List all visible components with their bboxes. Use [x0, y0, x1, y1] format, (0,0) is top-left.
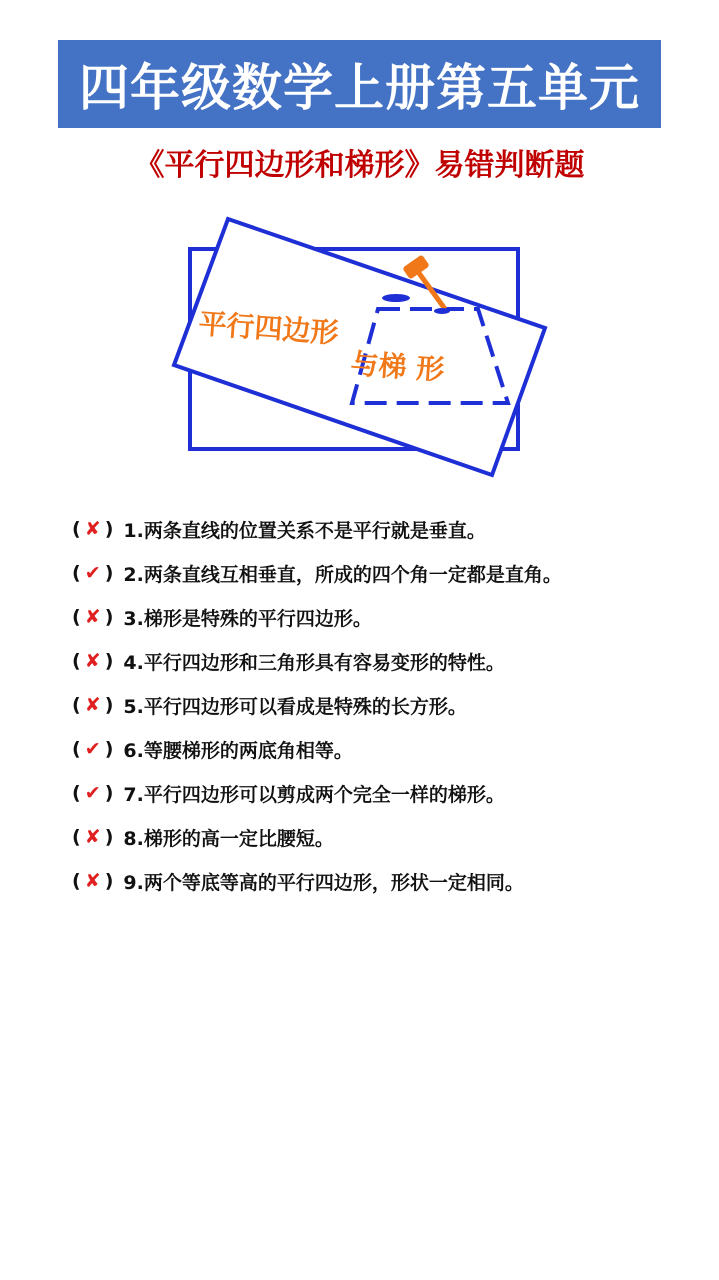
- question-text: 5.平行四边形可以看成是特殊的长方形。: [123, 695, 467, 718]
- close-paren: ): [104, 826, 114, 848]
- close-paren: ): [104, 782, 114, 804]
- title-banner: [58, 40, 661, 128]
- parallelogram-trapezoid-illustration: [160, 205, 560, 495]
- open-paren: (: [72, 782, 81, 804]
- illustration-label-2: 与梯 形: [349, 347, 446, 387]
- close-paren: ): [104, 606, 114, 628]
- close-paren: ): [104, 518, 114, 540]
- list-item: [72, 771, 692, 815]
- check-icon: ✔: [84, 782, 101, 804]
- illustration-label-1: 平行四边形: [197, 307, 340, 350]
- open-paren: (: [72, 694, 81, 716]
- open-paren: (: [72, 650, 81, 672]
- open-paren: (: [72, 826, 81, 848]
- cross-icon: ✘: [84, 694, 101, 716]
- open-paren: (: [72, 606, 81, 628]
- check-icon: ✔: [84, 738, 101, 760]
- cross-icon: ✘: [84, 606, 101, 628]
- open-paren: (: [72, 518, 81, 540]
- list-item: [72, 815, 692, 859]
- question-text: 9.两个等底等高的平行四边形，形状一定相同。: [123, 871, 524, 894]
- cross-icon: ✘: [84, 826, 101, 848]
- page-title: 四年级数学上册第五单元: [79, 59, 640, 117]
- question-text: 2.两条直线互相垂直，所成的四个角一定都是直角。: [123, 563, 562, 586]
- close-paren: ): [104, 650, 114, 672]
- question-text: 1.两条直线的位置关系不是平行就是垂直。: [123, 519, 486, 542]
- list-item: [72, 551, 692, 595]
- cross-icon: ✘: [84, 870, 101, 892]
- list-item: [72, 683, 692, 727]
- open-paren: (: [72, 738, 81, 760]
- list-item: [72, 595, 692, 639]
- page-subtitle: 《平行四边形和梯形》易错判断题: [134, 148, 585, 183]
- question-text: 8.梯形的高一定比腰短。: [123, 827, 334, 850]
- cross-icon: ✘: [84, 518, 101, 540]
- list-item: [72, 639, 692, 683]
- question-text: 7.平行四边形可以剪成两个完全一样的梯形。: [123, 783, 505, 806]
- question-text: 6.等腰梯形的两底角相等。: [123, 739, 353, 762]
- questions-list: [72, 507, 692, 903]
- list-item: [72, 727, 692, 771]
- question-text: 3.梯形是特殊的平行四边形。: [123, 607, 372, 630]
- open-paren: (: [72, 870, 81, 892]
- close-paren: ): [104, 694, 114, 716]
- close-paren: ): [104, 738, 114, 760]
- question-text: 4.平行四边形和三角形具有容易变形的特性。: [123, 651, 505, 674]
- list-item: [72, 507, 692, 551]
- open-paren: (: [72, 562, 81, 584]
- close-paren: ): [104, 562, 114, 584]
- check-icon: ✔: [84, 562, 101, 584]
- list-item: [72, 859, 692, 903]
- close-paren: ): [104, 870, 114, 892]
- cross-icon: ✘: [84, 650, 101, 672]
